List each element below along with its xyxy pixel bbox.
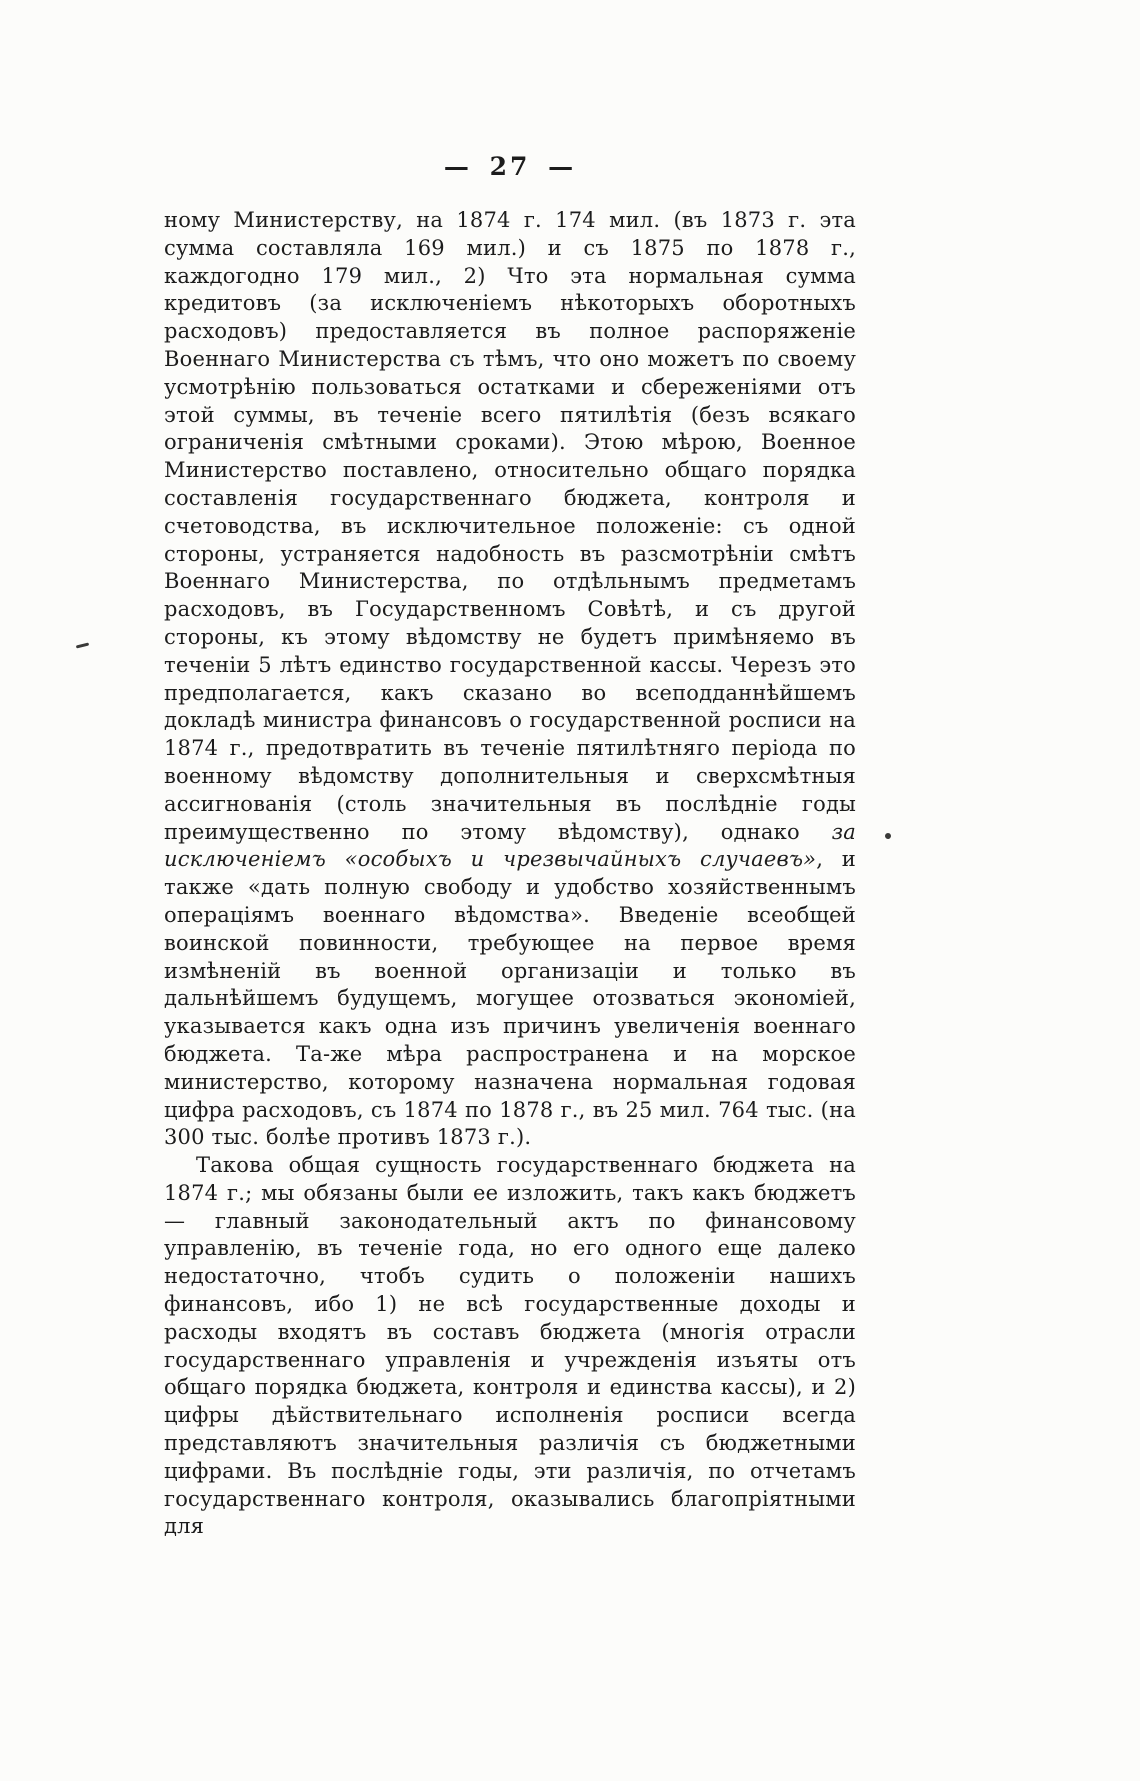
scan-artifact-dot — [885, 833, 891, 839]
page-text-block — [164, 207, 856, 1541]
paragraph-1-text-continued: , и также «дать полную свободу и удобство хозяйственнымъ операціямъ военнаго вѣдомства». Введеніе всеобщей воинской повинности, требующее на первое время измѣненій въ военной организаціи и только въ дальнѣйшемъ будущемъ, могущее отозваться экономіей, указывается какъ одна изъ причинъ увеличенія военнаго бюджета. Та-же мѣра распространена и на морское министерство, которому назначена нормальная годовая цифра расходовъ, съ 1874 по 1878 г., въ 25 мил. 764 тыс. (на 300 тыс. болѣе противъ 1873 г.). — [164, 847, 856, 1150]
paragraph-1-text: ному Министерству, на 1874 г. 174 мил. (въ 1873 г. эта сумма составляла 169 мил.) и съ 1875 по 1878 г., каждогодно 179 мил., 2) Что эта нормальная сумма кредитовъ (за исключеніемъ нѣкоторыхъ оборотныхъ расходовъ) предоставляется въ полное распоряженіе Военнаго Министерства съ тѣмъ, что оно можетъ по своему усмотрѣнію пользоваться остатками и сбереженіями отъ этой суммы, въ теченіе всего пятилѣтія (безъ всякаго ограниченія смѣтными сроками). Этою мѣрою, Военное Министерство поставлено, относительно общаго порядка составленія государственнаго бюджета, контроля и счетоводства, въ исключительное положеніе: съ одной стороны, устраняется надобность въ разсмотрѣніи смѣтъ Военнаго Министерства, по отдѣльнымъ предметамъ расходовъ, въ Государственномъ Совѣтѣ, и съ другой стороны, къ этому вѣдомству не будетъ примѣняемо въ теченіи 5 лѣтъ единство государственной кассы. Черезъ это предполагается, какъ сказано во всеподданнѣйшемъ докладѣ министра финансовъ о государственной росписи на 1874 г., предотвратить въ теченіе пятилѣтняго періода по военному вѣдомству дополнительныя и сверхсмѣтныя ассигнованія (столь значительныя въ послѣдніе годы преимущественно по этому вѣдомству), однако — [164, 208, 856, 844]
scan-artifact-dash — [76, 642, 89, 648]
page-number: — 27 — — [443, 152, 577, 181]
book-page — [164, 152, 856, 1541]
paragraph-2: Такова общая сущность государственнаго бюджета на 1874 г.; мы обязаны были ее изложить, такъ какъ бюджетъ — главный законодательный актъ по финансовому управленію, въ теченіе года, но его одного еще далеко недостаточно, чтобъ судить о положеніи нашихъ финансовъ, ибо 1) не всѣ государственные доходы и расходы входятъ въ составъ бюджета (многія отрасли государственнаго управленія и учрежденія изъяты отъ общаго порядка бюджета, контроля и единства кассы), и 2) цифры дѣйствительнаго исполненія росписи всегда представляютъ значительныя различія съ бюджетными цифрами. Въ послѣдніе годы, эти различія, по отчетамъ государственнаго контроля, оказывались благопріятными для — [164, 1153, 856, 1539]
paragraph-1-italic-quote: за исключеніемъ «особыхъ и чрезвычайныхъ случаевъ» — [164, 819, 856, 872]
paragraph-1 — [164, 207, 856, 1152]
